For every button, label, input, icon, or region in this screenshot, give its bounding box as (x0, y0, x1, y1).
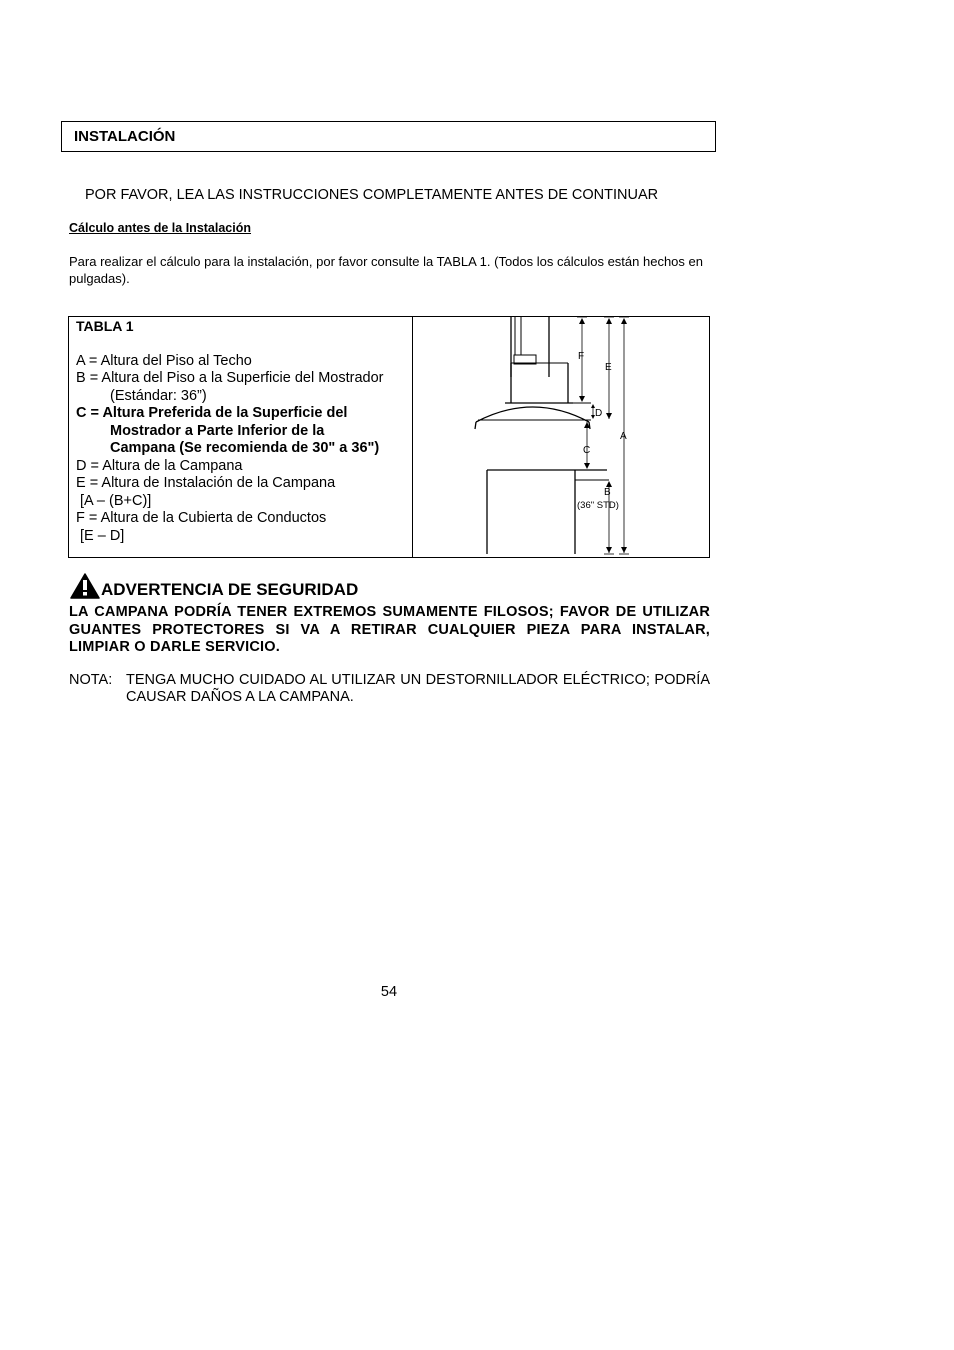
hood-installation-diagram (413, 317, 709, 557)
section-title: INSTALACIÓN (74, 128, 176, 145)
label-e: E (605, 362, 612, 373)
legend-line-a: A = Altura del Piso al Techo (76, 352, 252, 369)
note-text: TENGA MUCHO CUIDADO AL UTILIZAR UN DESTORNILLADOR ELÉCTRICO; PODRÍA CAUSAR DAÑOS A LA CAMPANA. (126, 672, 710, 705)
label-a: A (620, 431, 627, 442)
label-b: B (604, 487, 611, 498)
legend-line-e-formula: [A – (B+C)] (80, 492, 152, 509)
note (69, 672, 710, 706)
warning-triangle-icon (70, 573, 100, 599)
intro-text: POR FAVOR, LEA LAS INSTRUCCIONES COMPLETAMENTE ANTES DE CONTINUAR (85, 187, 659, 203)
table-legend (69, 317, 413, 557)
label-b-std: (36" STD) (577, 500, 619, 511)
legend-line-d: D = Altura de la Campana (76, 457, 243, 474)
legend-line-b-std: (Estándar: 36”) (110, 387, 207, 404)
subheading: Cálculo antes de la Instalación (69, 221, 252, 235)
instruction-paragraph: Para realizar el cálculo para la instalación, por favor consulte la TABLA 1. (Todos los cálculos están hechos en pulgadas). (69, 254, 703, 286)
page-number: 54 (380, 984, 398, 1000)
warning-title-text: ADVERTENCIA DE SEGURIDAD (101, 580, 359, 599)
legend-line-b: B = Altura del Piso a la Superficie del Mostrador (76, 370, 384, 386)
label-d: D (595, 408, 603, 419)
legend-line-e: E = Altura de Instalación de la Campana (76, 475, 336, 491)
safety-warning-body: LA CAMPANA PODRÍA TENER EXTREMOS SUMAMENTE FILOSOS; FAVOR DE UTILIZAR GUANTES PROTECTORES SI VA A RETIRAR CUALQUIER PIEZA PARA INSTALAR, LIMPIAR O DARLE SERVICIO. (69, 604, 710, 655)
legend-line-f: F = Altura de la Cubierta de Conductos (76, 510, 327, 526)
label-c: C (583, 445, 591, 456)
legend-line-c: C = Altura Preferida de la Superficie del (76, 405, 348, 421)
label-f: F (578, 351, 585, 362)
section-header (61, 121, 716, 152)
legend-line-c-cont2: Campana (Se recomienda de 30" a 36") (110, 440, 380, 456)
legend-line-f-formula: [E – D] (80, 527, 125, 544)
canopy-left-lip (475, 422, 476, 429)
safety-warning-title (70, 573, 358, 603)
legend-line-c-cont1: Mostrador a Parte Inferior de la (110, 422, 325, 439)
table-1 (68, 316, 710, 558)
table-title: TABLA 1 (76, 318, 134, 334)
note-label: NOTA: (69, 672, 113, 688)
